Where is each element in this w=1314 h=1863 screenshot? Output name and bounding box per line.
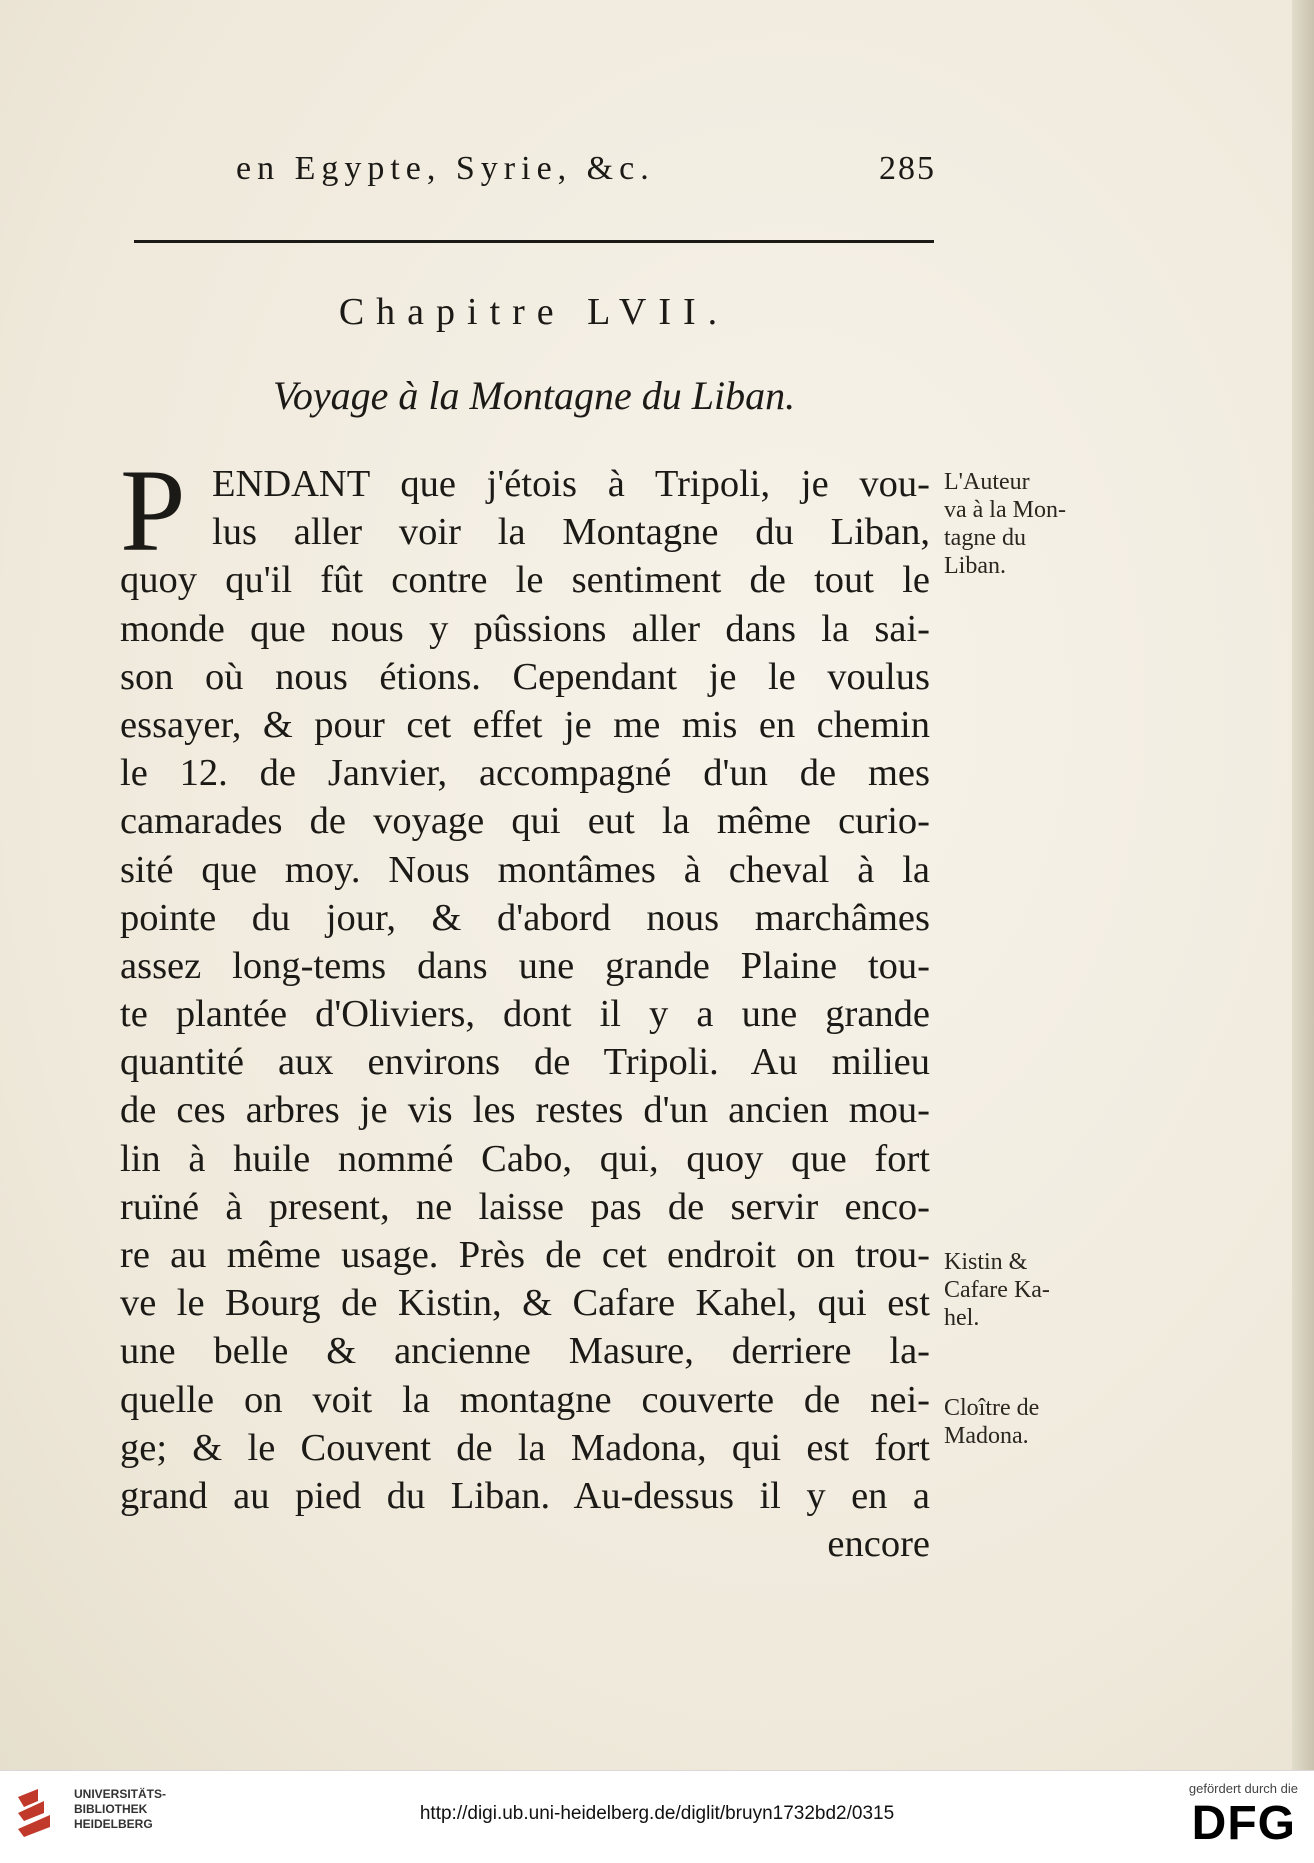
text-line: une belle & ancienne Masure, derriere la- — [120, 1330, 930, 1373]
text-line: essayer, & pour cet effet je me mis en chemin — [120, 703, 930, 746]
page-number: 285 — [879, 150, 936, 187]
text-line: monde que nous y pûssions aller dans la sai- — [120, 607, 930, 650]
text-line: son où nous étions. Cependant je le voulus — [120, 655, 930, 698]
library-name-line: HEIDELBERG — [74, 1817, 153, 1831]
dfg-logo: DFG — [1191, 1797, 1296, 1850]
text-line: re au même usage. Près de cet endroit on trou- — [120, 1234, 930, 1276]
text-line: te plantée d'Oliviers, dont il y a une grande — [120, 993, 930, 1036]
text-line: lin à huile nommé Cabo, qui, quoy que fort — [120, 1137, 930, 1180]
margin-note-auteur — [944, 468, 1114, 580]
body-text — [120, 445, 930, 1568]
running-head — [236, 150, 936, 190]
header-rule — [134, 240, 934, 243]
text-line: le 12. de Janvier, accompagné d'un de mes — [120, 752, 930, 795]
text-line: camarades de voyage qui eut la même curio- — [120, 800, 930, 843]
margin-note-madona — [944, 1394, 1114, 1450]
text-line: de ces arbres je vis les restes d'un ancien mou- — [120, 1089, 930, 1132]
margin-note-line: Liban. — [944, 553, 1006, 579]
margin-note-line: hel. — [944, 1305, 980, 1331]
text-line: ve le Bourg de Kistin, & Cafare Kahel, qui est — [120, 1282, 930, 1325]
text-line: assez long-tems dans une grande Plaine tou- — [120, 944, 930, 987]
library-name-line: BIBLIOTHEK — [74, 1802, 148, 1816]
permalink-url[interactable]: http://digi.ub.uni-heidelberg.de/diglit/bruyn1732bd2/0315 — [419, 1803, 895, 1824]
margin-note-kistin — [944, 1248, 1114, 1332]
text-line: ruïné à present, ne laisse pas de servir enco- — [120, 1185, 930, 1228]
funded-by-label: gefördert durch die — [1188, 1781, 1298, 1796]
page-edge — [1292, 0, 1314, 1770]
catchword: encore — [827, 1523, 930, 1566]
text-line: pointe du jour, & d'abord nous marchâmes — [120, 896, 930, 939]
drop-cap: P — [120, 445, 186, 576]
margin-note-line: Cafare Ka- — [944, 1277, 1050, 1303]
margin-note-line: tagne du — [944, 525, 1026, 551]
running-head-title: en Egypte, Syrie, &c. — [236, 150, 655, 187]
text-line: sité que moy. Nous montâmes à cheval à la — [120, 848, 930, 891]
margin-note-line: L'Auteur — [944, 469, 1030, 495]
chapter-heading: Chapitre LVII. — [338, 291, 730, 333]
text-line: quelle on voit la montagne couverte de nei- — [120, 1378, 930, 1421]
margin-note-line: va à la Mon- — [944, 497, 1066, 523]
text-line: ge; & le Couvent de la Madona, qui est fort — [120, 1426, 930, 1469]
text-line: grand au pied du Liban. Au-dessus il y en a — [120, 1474, 930, 1517]
footer-bar — [0, 1770, 1314, 1863]
text-line: quoy qu'il fût contre le sentiment de tout le — [120, 559, 930, 602]
margin-note-line: Cloître de — [944, 1395, 1040, 1421]
margin-note-line: Madona. — [944, 1423, 1029, 1449]
text-line: quantité aux environs de Tripoli. Au milieu — [120, 1041, 930, 1084]
text-line: ENDANT que j'étois à Tripoli, je vou- — [212, 463, 930, 505]
margin-note-line: Kistin & — [944, 1249, 1028, 1275]
chapter-subtitle: Voyage à la Montagne du Liban. — [272, 373, 796, 418]
library-name-line: UNIVERSITÄTS- — [74, 1787, 167, 1801]
text-line: lus aller voir la Montagne du Liban, — [212, 511, 930, 554]
